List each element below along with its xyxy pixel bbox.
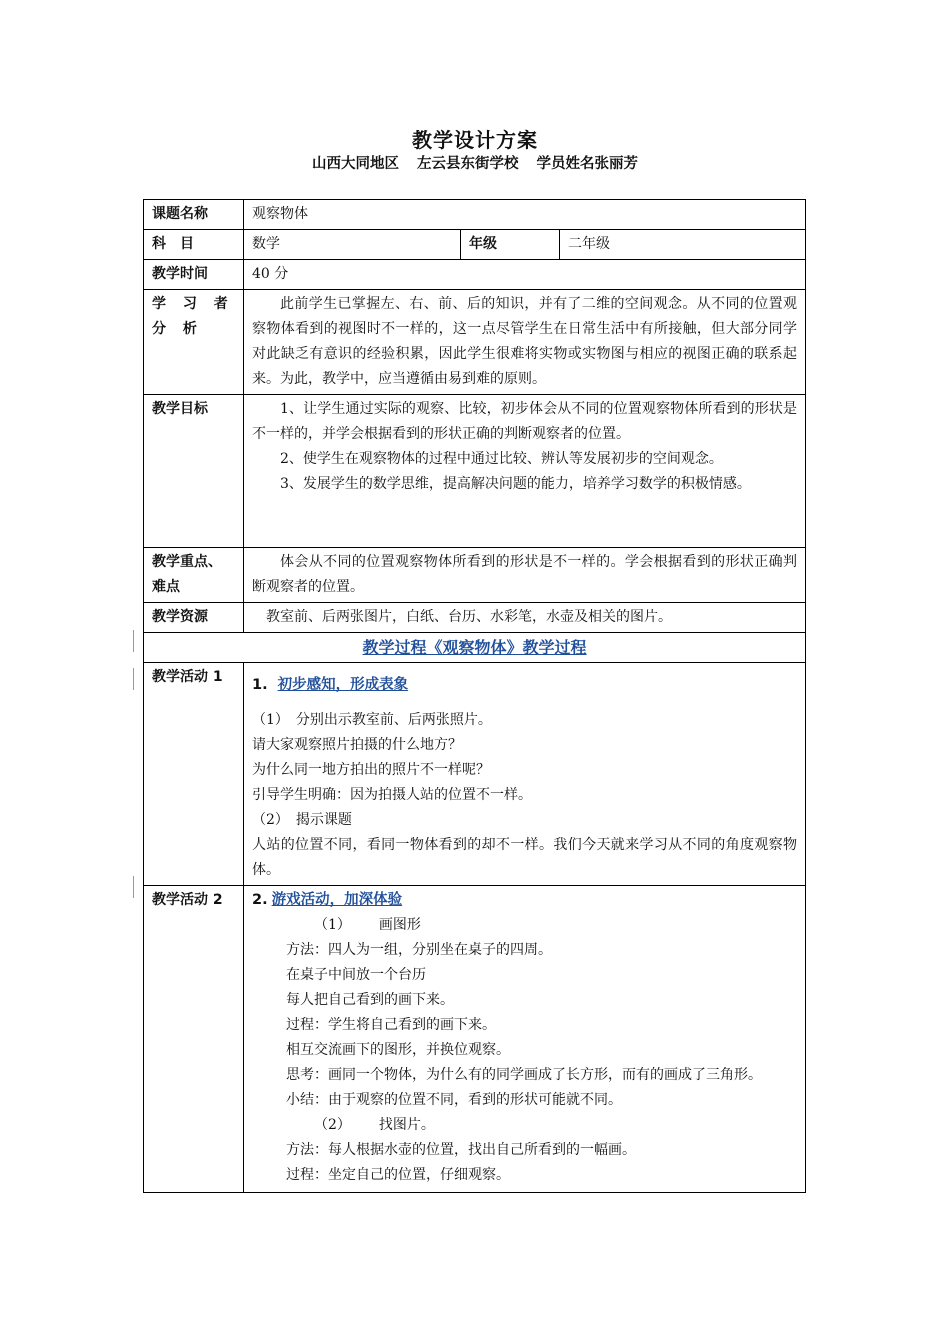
course-label: 课题名称 [144, 200, 244, 230]
activity-2-title: 游戏活动，加深体验 [271, 892, 403, 908]
activity-2-line: 方法：每人根据水壶的位置，找出自己所看到的一幅画。 [286, 1142, 636, 1158]
activity-2-heading [252, 888, 797, 913]
row-resource [144, 603, 806, 633]
row-activity-1 [144, 663, 806, 886]
margin-marker [133, 668, 134, 690]
row-focus [144, 548, 806, 603]
subject-label: 科 目 [144, 230, 244, 260]
goal-cell [244, 395, 806, 548]
row-process-title [144, 633, 806, 663]
focus-label: 教学重点、难点 [144, 548, 244, 603]
activity-2-line: 过程：学生将自己看到的画下来。 [286, 1017, 496, 1033]
activity-1-line: 人站的位置不同，看同一物体看到的却不一样。我们今天就来学习从不同的角度观察物体。 [252, 837, 798, 878]
grade-label: 年级 [461, 230, 560, 260]
row-goal [144, 395, 806, 548]
process-title-cell [144, 633, 806, 663]
goal-label: 教学目标 [144, 395, 244, 548]
lesson-plan-table [143, 199, 806, 1193]
process-title: 教学过程《观察物体》教学过程 [362, 638, 587, 657]
course-value: 观察物体 [244, 200, 806, 230]
activity-2-cell [244, 886, 806, 1193]
margin-marker [133, 876, 134, 898]
goal-3: 3、发展学生的数学思维，提高解决问题的能力，培养学习数学的积极情感。 [280, 476, 751, 492]
activity-2-sub-heading: （2） 找图片。 [314, 1117, 435, 1133]
row-time [144, 260, 806, 290]
subject-value: 数学 [244, 230, 461, 260]
activity-2-line: 小结：由于观察的位置不同，看到的形状可能就不同。 [286, 1092, 622, 1108]
subtitle-school: 左云县东街学校 [417, 156, 519, 172]
document-subtitle [0, 152, 950, 173]
focus-cell [244, 548, 806, 603]
row-course [144, 200, 806, 230]
activity-2-line: 方法：四人为一组，分别坐在桌子的四周。 [286, 942, 552, 958]
document-title: 教学设计方案 [412, 128, 538, 152]
activity-2-line: 相互交流画下的图形，并换位观察。 [286, 1042, 510, 1058]
activity-1-cell [244, 663, 806, 886]
learner-cell [244, 290, 806, 395]
activity-1-line: （2） 揭示课题 [252, 812, 352, 828]
time-label: 教学时间 [144, 260, 244, 290]
activity-2-label: 教学活动 2 [144, 886, 244, 1193]
activity-1-line: 为什么同一地方拍出的照片不一样呢？ [252, 762, 490, 778]
time-value: 40 分 [244, 260, 806, 290]
subtitle-student: 学员姓名张丽芳 [536, 156, 638, 172]
activity-1-number: 1. [252, 677, 268, 693]
resource-text: 教室前、后两张图片，白纸、台历、水彩笔，水壶及相关的图片。 [266, 609, 672, 625]
goal-1: 1、让学生通过实际的观察、比较，初步体会从不同的位置观察物体所看到的形状是不一样的，并学会根据看到的形状正确的判断观察者的位置。 [252, 401, 798, 442]
activity-2-line: 过程：坐定自己的位置，仔细观察。 [286, 1167, 510, 1183]
row-subject [144, 230, 806, 260]
resource-label: 教学资源 [144, 603, 244, 633]
activity-2-line: 思考：画同一个物体，为什么有的同学画成了长方形，而有的画成了三角形。 [286, 1067, 762, 1083]
grade-value: 二年级 [560, 230, 806, 260]
row-learner [144, 290, 806, 395]
goal-2: 2、使学生在观察物体的过程中通过比较、辨认等发展初步的空间观念。 [280, 451, 723, 467]
activity-1-line: 请大家观察照片拍摄的什么地方？ [252, 737, 462, 753]
activity-1-label: 教学活动 1 [144, 663, 244, 886]
focus-text: 体会从不同的位置观察物体所看到的形状是不一样的。学会根据看到的形状正确判断观察者的位置。 [252, 554, 798, 595]
activity-1-line: （1） 分别出示教室前、后两张照片。 [252, 712, 492, 728]
learner-text: 此前学生已掌握左、右、前、后的知识，并有了二维的空间观念。从不同的位置观察物体看到的视图时不一样的，这一点尽管学生在日常生活中有所接触，但大部分同学对此缺乏有意识的经验积累，因此学生很难将实物或实物图与相应的视图正确的联系起来。为此，教学中，应当遵循由易到难的原则。 [252, 296, 798, 387]
subtitle-region: 山西大同地区 [312, 156, 399, 172]
activity-2-line: 在桌子中间放一个台历 [286, 967, 426, 983]
activity-1-heading [252, 673, 797, 698]
margin-marker [133, 630, 134, 652]
activity-2-line: 每人把自己看到的画下来。 [286, 992, 454, 1008]
learner-label: 学 习 者 分 析 [144, 290, 244, 395]
row-activity-2 [144, 886, 806, 1193]
resource-cell [244, 603, 806, 633]
activity-1-line: 引导学生明确：因为拍摄人站的位置不一样。 [252, 787, 532, 803]
activity-2-sub-heading: （1） 画图形 [314, 917, 421, 933]
activity-1-title: 初步感知，形成表象 [277, 677, 409, 693]
activity-2-number: 2. [252, 892, 268, 908]
